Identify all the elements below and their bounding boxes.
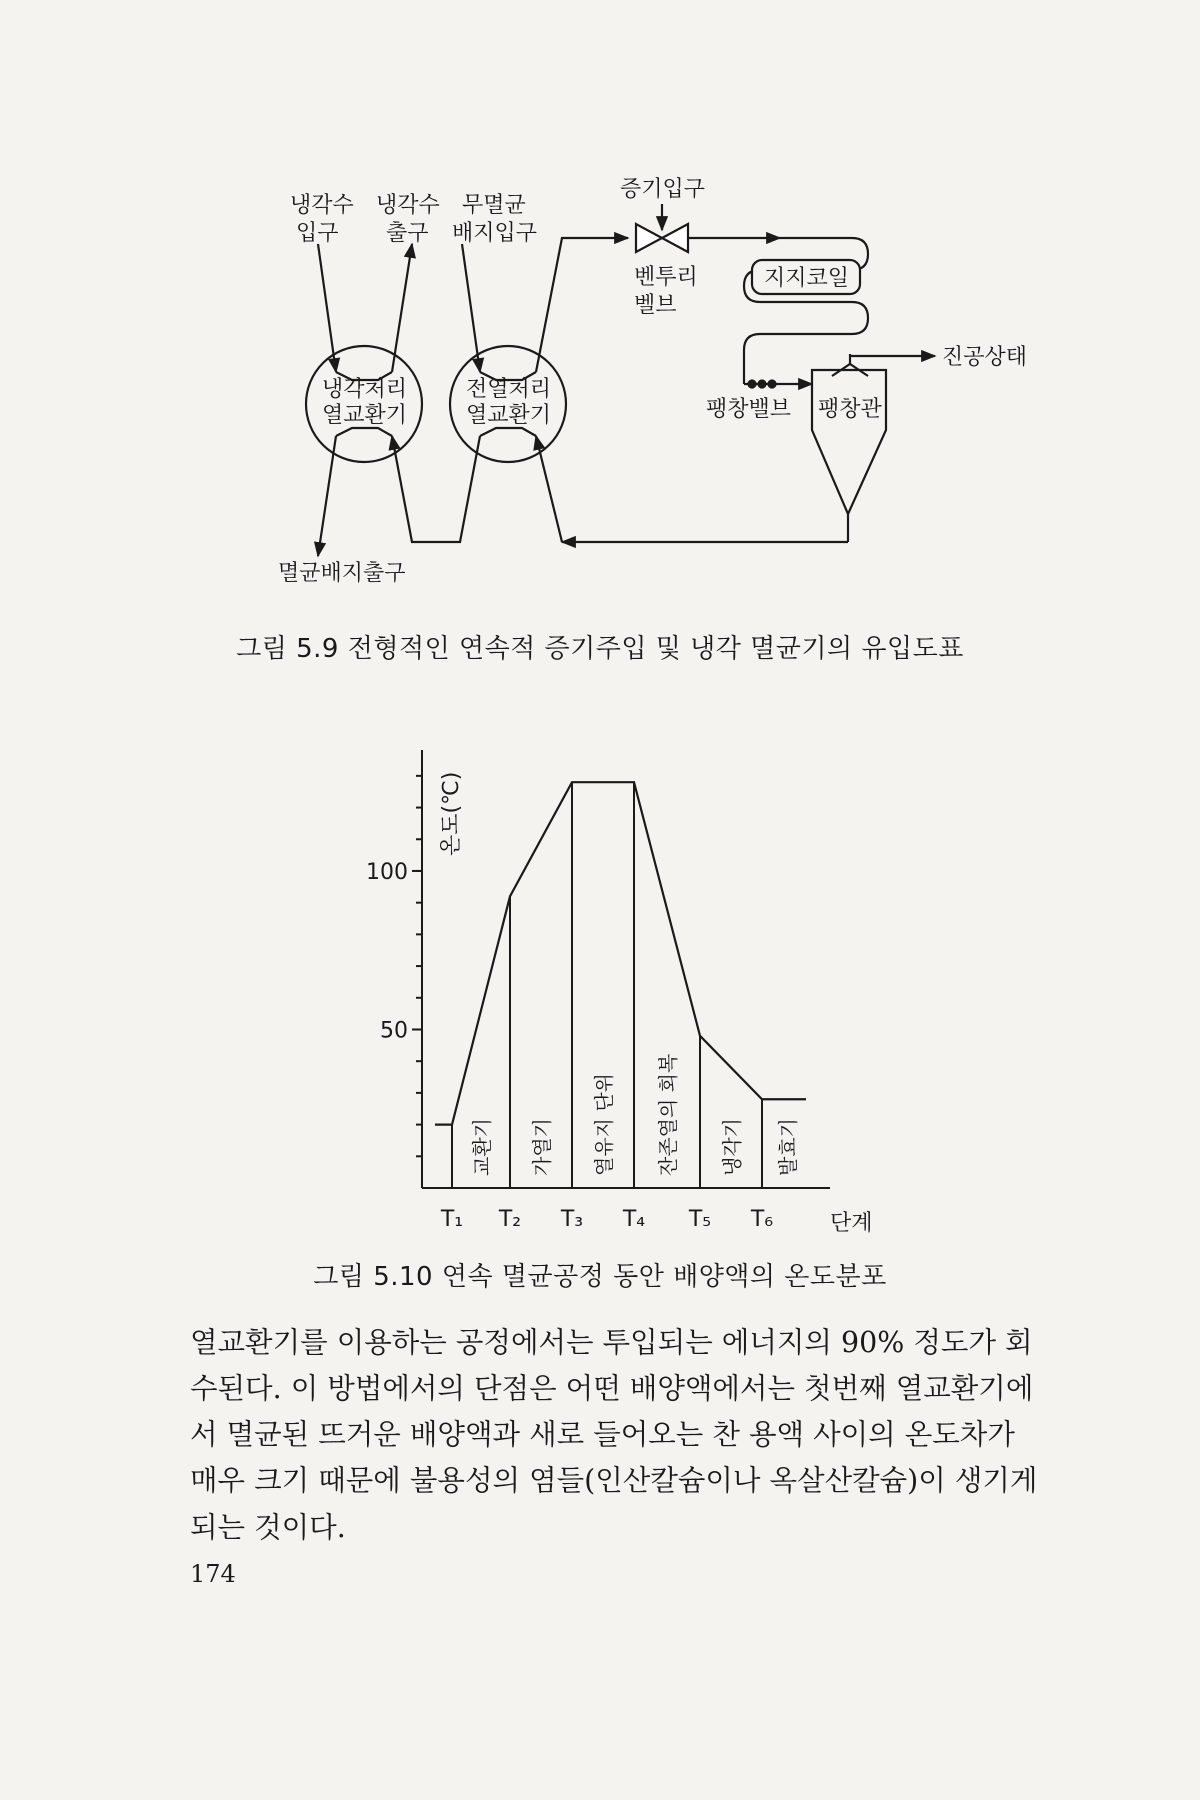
stage-label-2: T₂ [498, 1207, 522, 1232]
zone-label-1: 교환기 [470, 1118, 494, 1176]
venturi-valve-label-2: 벨브 [634, 293, 677, 318]
zone-label-6: 발효기 [776, 1118, 800, 1176]
expansion-tank-label: 팽창관 [818, 397, 882, 422]
vacuum-label: 진공상태 [942, 345, 1028, 370]
zone-label-2: 가열기 [530, 1118, 554, 1176]
page-number: 174 [190, 1560, 236, 1588]
coolant-inlet-label-1: 냉각수 [290, 193, 354, 218]
cooling-exchanger-label-1: 냉각처리 [322, 377, 408, 402]
holding-coil-label: 지지코일 [764, 266, 850, 291]
body-paragraph: 열교환기를 이용하는 공정에서는 투입되는 에너지의 90% 정도가 회수된다. 이 방법에서의 단점은 어떤 배양액에서는 첫번째 열교환기에서 멸균된 뜨거운 배양액과 새로 들어오는 찬 용액 사이의 온도차가 매우 크기 때문에 불용성의 염들(인산칼슘이나 옥살산칼슘)이 생기게 되는 것이다. [190, 1326, 1038, 1544]
sterile-medium-outlet-label: 멸균배지출구 [278, 561, 406, 586]
sterile-medium-inlet-label-2: 배지입구 [452, 221, 538, 246]
sterile-medium-inlet-label-1: 무멸균 [462, 193, 526, 218]
zone-label-3: 열유지 단위 [592, 1073, 616, 1176]
zone-label-4: 잔존열의 회복 [656, 1053, 680, 1176]
steam-inlet-label: 증기입구 [620, 177, 706, 202]
coolant-outlet-label-1: 냉각수 [376, 193, 440, 218]
figure-5-9-caption: 그림 5.9 전형적인 연속적 증기주입 및 냉각 멸균기의 유입도표 [236, 634, 964, 664]
stage-label-6: T₆ [750, 1207, 774, 1232]
cooling-exchanger-label-2: 열교환기 [322, 403, 408, 428]
expansion-valve-label: 팽창밸브 [706, 397, 792, 422]
stage-label-4: T₄ [622, 1207, 646, 1232]
stage-label-3: T₃ [560, 1207, 584, 1232]
venturi-valve-label-1: 벤투리 [634, 265, 698, 290]
zone-label-5: 냉각기 [720, 1118, 744, 1176]
temperature-profile-line [435, 782, 806, 1124]
y-axis-label: 온도(℃) [439, 771, 464, 856]
figure-5-10-caption: 그림 5.10 연속 멸균공정 동안 배양액의 온도분포 [313, 1262, 887, 1292]
y-tick-label-50: 50 [380, 1018, 408, 1044]
stage-label-5: T₅ [688, 1207, 712, 1232]
coolant-outlet-label-2: 출구 [386, 221, 429, 246]
coolant-inlet-label-2: 입구 [296, 221, 339, 246]
y-tick-label-100: 100 [366, 859, 408, 885]
stage-label-1: T₁ [440, 1207, 464, 1232]
x-axis-label: 단계 [830, 1211, 873, 1236]
preheat-exchanger-label-1: 전열처리 [466, 377, 552, 402]
preheat-exchanger-label-2: 열교환기 [466, 403, 552, 428]
